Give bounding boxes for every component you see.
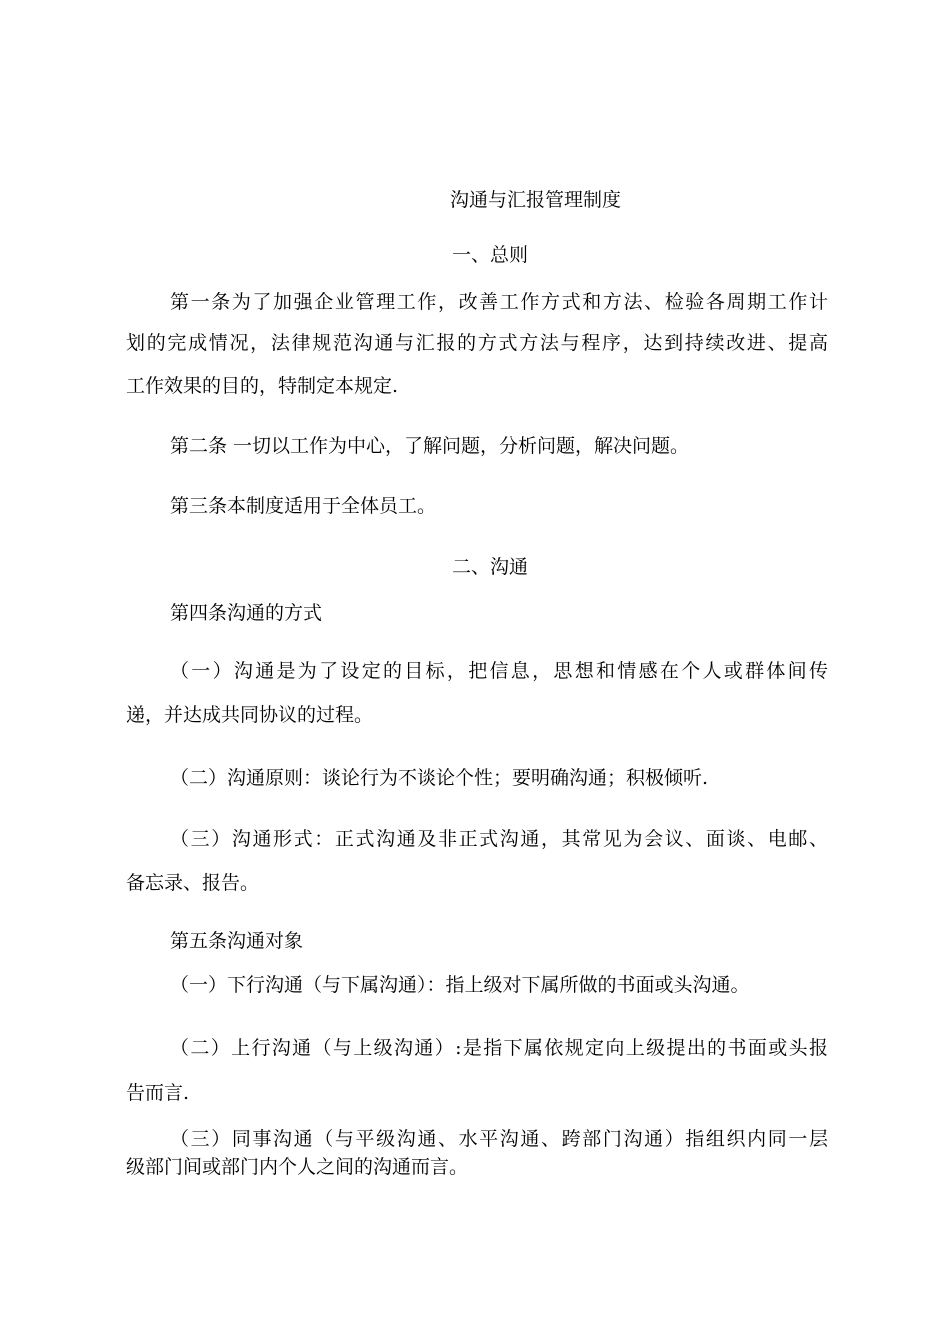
article-2: 第二条 一切以工作为中心，了解问题，分析问题，解决问题。: [170, 435, 690, 457]
article-4-item-1-line-2: 递，并达成共同协议的过程。: [126, 704, 374, 726]
article-5-item-3-line-1: （三）同事沟通（与平级沟通、水平沟通、跨部门沟通）指组织内同一层: [170, 1128, 828, 1150]
article-5-item-1: （一）下行沟通（与下属沟通）：指上级对下属所做的书面或头沟通。: [170, 974, 750, 996]
article-1-line-2: 划的完成情况，法律规范沟通与汇报的方式方法与程序，达到持续改进、提高: [126, 332, 828, 354]
article-5-item-3-line-2: 级部门间或部门内个人之间的沟通而言。: [126, 1156, 469, 1178]
article-4-heading: 第四条沟通的方式: [170, 602, 323, 624]
document-title: 沟通与汇报管理制度: [450, 189, 622, 211]
article-1-line-1: 第一条为了加强企业管理工作，改善工作方式和方法、检验各周期工作计: [170, 291, 828, 313]
article-4-item-2: （二）沟通原则：谈论行为不谈论个性；要明确沟通；积极倾听.: [170, 767, 709, 789]
article-5-heading: 第五条沟通对象: [170, 930, 304, 952]
article-1-line-3: 工作效果的目的，特制定本规定.: [126, 375, 399, 397]
section-heading-general: 一、总则: [452, 244, 529, 266]
article-4-item-1-line-1: （一）沟通是为了设定的目标，把信息，思想和情感在个人或群体间传: [170, 660, 828, 682]
article-3: 第三条本制度适用于全体员工。: [170, 495, 437, 517]
section-heading-communication: 二、沟通: [452, 556, 529, 578]
article-4-item-3-line-1: （三）沟通形式：正式沟通及非正式沟通，其常见为会议、面谈、电邮、: [170, 828, 828, 850]
article-5-item-2-line-2: 告而言.: [126, 1082, 190, 1104]
article-4-item-3-line-2: 备忘录、报告。: [126, 872, 260, 894]
article-5-item-2-line-1: （二）上行沟通（与上级沟通）:是指下属依规定向上级提出的书面或头报: [170, 1037, 828, 1059]
